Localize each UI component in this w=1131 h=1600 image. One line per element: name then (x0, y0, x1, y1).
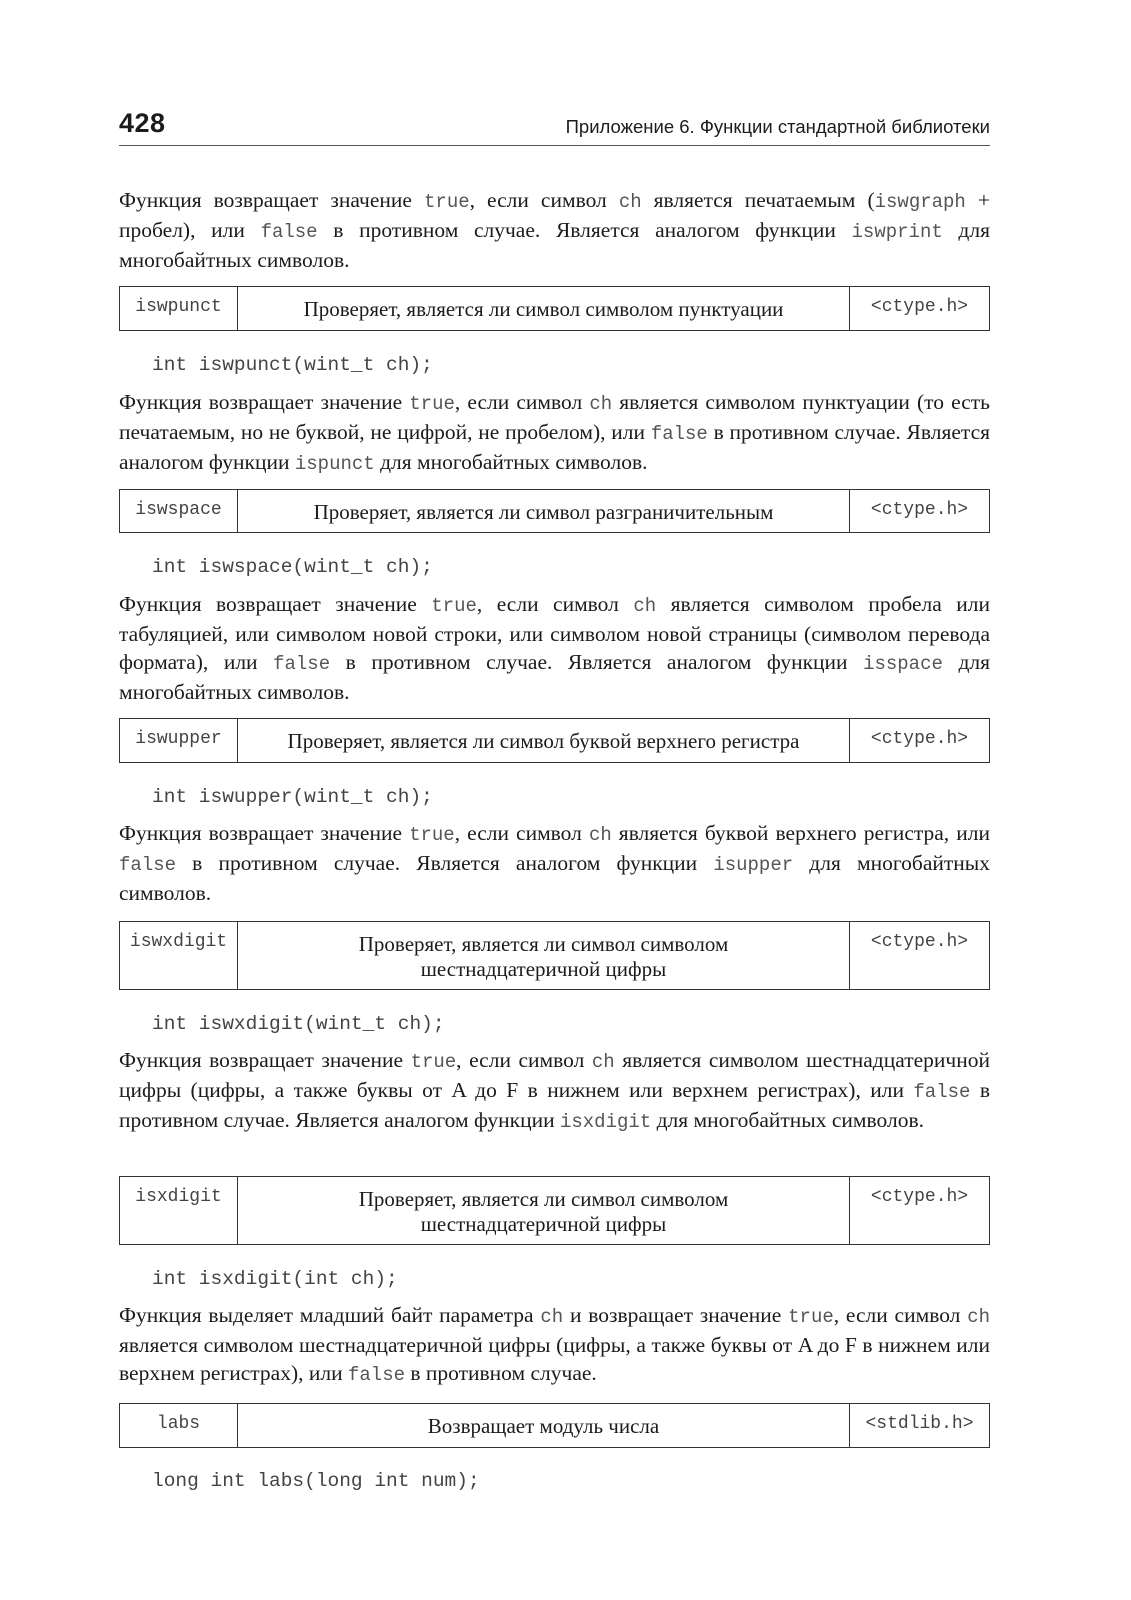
header-file: <stdlib.h> (865, 1414, 974, 1434)
prototype-iswpunct: int iswpunct(wint_t ch); (152, 354, 433, 376)
prototype-iswspace: int iswspace(wint_t ch); (152, 556, 433, 578)
prototype-isxdigit: int isxdigit(int ch); (152, 1268, 398, 1290)
function-description (238, 922, 850, 989)
paragraph-iswpunct: Функция возвращает значение true, если символ ch является символом пунктуации (то есть печатаемым, но не буквой, не цифрой, не пробелом), или false в противном случае. Является аналогом функции ispunct для многобайтных символов. (119, 390, 990, 475)
function-name: labs (120, 1404, 238, 1447)
paragraph-iswprint: Функция возвращает значение true, если символ ch является печатаемым (iswgraph + пробел), или false в противном случае. Является аналогом функции iswprint для многобайтных символов. (119, 188, 990, 272)
function-name: isxdigit (120, 1177, 238, 1244)
prototype-iswupper: int iswupper(wint_t ch); (152, 786, 433, 808)
description-line: Проверяет, является ли символ символом (358, 1187, 729, 1211)
function-table-iswspace (119, 489, 990, 533)
function-description: Проверяет, является ли символ буквой верхнего регистра (238, 719, 850, 762)
function-table-iswpunct (119, 286, 990, 331)
paragraph-iswxdigit: Функция возвращает значение true, если символ ch является символом шестнадцатеричной цифры (цифры, а также буквы от A до F в нижнем или верхнем регистрах), или false в противном случае. Является аналогом функции isxdigit для многобайтных символов. (119, 1048, 990, 1133)
function-name: iswxdigit (120, 922, 238, 989)
running-title: Приложение 6. Функции стандартной библиотеки (565, 116, 990, 137)
page-number: 428 (119, 108, 166, 138)
function-table-isxdigit (119, 1176, 990, 1245)
paragraph-iswspace: Функция возвращает значение true, если символ ch является символом пробела или табуляцией, или символом новой строки, или символом новой страницы (символом перевода формата), или false в противном случае. Является аналогом функции isspace для многобайтных символов. (119, 592, 990, 704)
prototype-iswxdigit: int iswxdigit(wint_t ch); (152, 1013, 445, 1035)
header-file: <ctype.h> (870, 1187, 969, 1207)
function-table-iswupper (119, 718, 990, 763)
description-line: шестнадцатеричной цифры (420, 1212, 667, 1236)
description-line: шестнадцатеричной цифры (420, 957, 667, 981)
paragraph-iswupper: Функция возвращает значение true, если символ ch является буквой верхнего регистра, или false в противном случае. Является аналогом функции isupper для многобайтных символов. (119, 821, 990, 905)
function-description: Проверяет, является ли символ разграничительным (238, 490, 850, 532)
function-description: Проверяет, является ли символ символом пунктуации (238, 287, 850, 330)
header-file: <ctype.h> (870, 729, 969, 749)
description-line: Проверяет, является ли символ символом (358, 932, 729, 956)
prototype-labs: long int labs(long int num); (152, 1470, 480, 1492)
function-name: iswupper (120, 719, 238, 762)
function-name: iswpunct (120, 287, 238, 330)
header-rule (119, 145, 990, 146)
function-description (238, 1177, 850, 1244)
paragraph-isxdigit: Функция выделяет младший байт параметра ch и возвращает значение true, если символ ch является символом шестнадцатеричной цифры (цифры, а также буквы от A до F в нижнем или верхнем регистрах), или false в противном случае. (119, 1303, 990, 1386)
function-table-labs (119, 1403, 990, 1448)
function-name: iswspace (120, 490, 238, 532)
header-file: <ctype.h> (870, 932, 969, 952)
header-file: <ctype.h> (870, 500, 969, 520)
header-file: <ctype.h> (870, 297, 969, 317)
function-description: Возвращает модуль числа (238, 1404, 850, 1447)
function-table-iswxdigit (119, 921, 990, 990)
